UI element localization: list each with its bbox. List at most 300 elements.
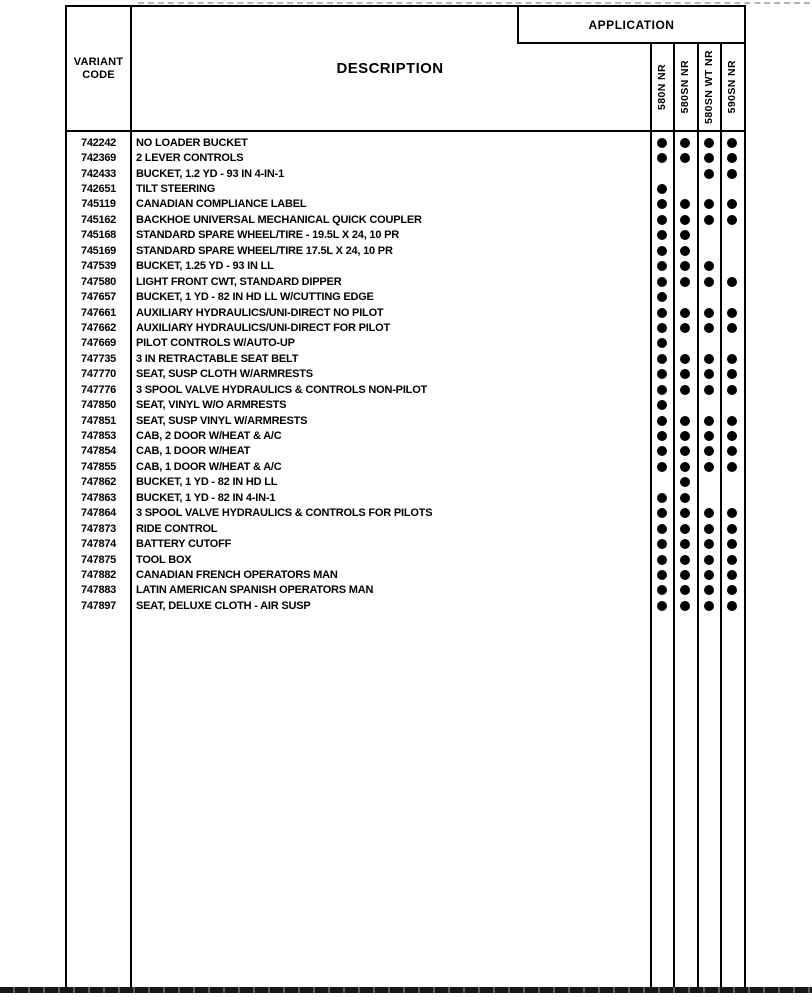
application-mark-cell-580sn-wt-nr	[697, 261, 721, 271]
application-mark-cell-580n-nr	[650, 524, 674, 534]
description-cell: 2 LEVER CONTROLS	[136, 152, 244, 165]
application-mark-cell-580n-nr	[650, 446, 674, 456]
description-cell: BUCKET, 1.2 YD - 93 IN 4-IN-1	[136, 167, 285, 180]
application-mark-cell-580sn-wt-nr	[697, 308, 721, 318]
table-body	[67, 132, 744, 988]
application-mark-cell-580n-nr	[650, 323, 674, 333]
application-mark-cell-580sn-wt-nr	[697, 524, 721, 534]
table-row	[67, 336, 744, 351]
applicability-dot	[657, 199, 667, 209]
applicability-dot	[657, 508, 667, 518]
application-mark-cell-580sn-wt-nr	[697, 184, 721, 194]
applicability-dot	[680, 585, 690, 595]
application-mark-cell-590sn-nr	[721, 400, 745, 410]
application-mark-cell-580sn-wt-nr	[697, 215, 721, 225]
application-mark-cell-590sn-nr	[721, 462, 745, 472]
table-row	[67, 521, 744, 536]
applicability-dot	[704, 524, 714, 534]
application-mark-cell-580sn-wt-nr	[697, 585, 721, 595]
table-row	[67, 305, 744, 320]
variant-code-cell: 747539	[81, 260, 116, 273]
applicability-dot	[727, 585, 737, 595]
variant-code-cell: 747851	[81, 414, 116, 427]
variant-code-cell: 747669	[81, 337, 116, 350]
applicability-dot	[657, 153, 667, 163]
application-mark-cell-580n-nr	[650, 400, 674, 410]
application-mark-cell-590sn-nr	[721, 570, 745, 580]
table-row	[67, 181, 744, 196]
variant-code-cell: 747662	[81, 321, 116, 334]
application-mark-cell-580sn-wt-nr	[697, 277, 721, 287]
variant-code-cell: 747580	[81, 275, 116, 288]
application-mark-cell-580n-nr	[650, 138, 674, 148]
applicability-dot	[680, 539, 690, 549]
application-mark-cell-590sn-nr	[721, 601, 745, 611]
applicability-dot	[727, 555, 737, 565]
applicability-dot	[657, 385, 667, 395]
description-cell: RIDE CONTROL	[136, 522, 218, 535]
applicability-dot	[680, 601, 690, 611]
application-mark-cell-580n-nr	[650, 292, 674, 302]
application-mark-cell-580sn-nr	[674, 277, 698, 287]
application-mark-cell-590sn-nr	[721, 585, 745, 595]
table-row	[67, 367, 744, 382]
applicability-dot	[704, 153, 714, 163]
table-row	[67, 506, 744, 521]
variant-code-cell: 747862	[81, 476, 116, 489]
applicability-dot	[727, 153, 737, 163]
application-mark-cell-590sn-nr	[721, 539, 745, 549]
application-mark-cell-580sn-wt-nr	[697, 230, 721, 240]
application-column-label: 590SN NR	[726, 60, 739, 114]
application-mark-cell-580sn-wt-nr	[697, 169, 721, 179]
application-mark-cell-580sn-nr	[674, 138, 698, 148]
applicability-dot	[657, 416, 667, 426]
applicability-dot	[704, 570, 714, 580]
applicability-dot	[657, 493, 667, 503]
application-mark-cell-580n-nr	[650, 338, 674, 348]
application-mark-cell-590sn-nr	[721, 323, 745, 333]
applicability-dot	[704, 277, 714, 287]
description-cell: TILT STEERING	[136, 183, 216, 196]
table-row	[67, 583, 744, 598]
applicability-dot	[727, 215, 737, 225]
table-row	[67, 598, 744, 613]
applicability-dot	[657, 555, 667, 565]
application-mark-cell-580sn-nr	[674, 184, 698, 194]
description-cell: AUXILIARY HYDRAULICS/UNI-DIRECT FOR PILOT	[136, 321, 390, 334]
applicability-dot	[704, 508, 714, 518]
application-mark-cell-580sn-nr	[674, 400, 698, 410]
applicability-dot	[704, 369, 714, 379]
application-mark-cell-590sn-nr	[721, 230, 745, 240]
application-mark-cell-580sn-nr	[674, 246, 698, 256]
applicability-dot	[657, 323, 667, 333]
description-cell: BUCKET, 1 YD - 82 IN HD LL W/CUTTING EDGE	[136, 291, 374, 304]
variant-code-cell: 747853	[81, 430, 116, 443]
applicability-dot	[727, 199, 737, 209]
variant-code-cell: 747875	[81, 553, 116, 566]
description-cell: SEAT, VINYL W/O ARMRESTS	[136, 399, 287, 412]
application-mark-cell-580n-nr	[650, 601, 674, 611]
applicability-dot	[657, 308, 667, 318]
application-mark-cell-580n-nr	[650, 169, 674, 179]
description-cell: CANADIAN COMPLIANCE LABEL	[136, 198, 307, 211]
application-mark-cell-580sn-nr	[674, 292, 698, 302]
applicability-dot	[704, 354, 714, 364]
variant-code-cell: 745169	[81, 244, 116, 257]
application-mark-cell-580sn-nr	[674, 385, 698, 395]
application-header-label: APPLICATION	[588, 17, 675, 32]
application-mark-cell-580n-nr	[650, 277, 674, 287]
scan-artifact-top-line	[138, 2, 810, 4]
application-mark-cell-580n-nr	[650, 493, 674, 503]
table-row	[67, 397, 744, 412]
applicability-dot	[657, 585, 667, 595]
applicability-dot	[727, 277, 737, 287]
application-mark-cell-590sn-nr	[721, 555, 745, 565]
applicability-dot	[657, 400, 667, 410]
application-mark-cell-580sn-nr	[674, 524, 698, 534]
application-mark-cell-590sn-nr	[721, 431, 745, 441]
applicability-dot	[680, 508, 690, 518]
applicability-dot	[727, 446, 737, 456]
applicability-dot	[657, 215, 667, 225]
variant-code-cell: 747657	[81, 291, 116, 304]
applicability-dot	[680, 138, 690, 148]
table-row	[67, 490, 744, 505]
applicability-dot	[704, 308, 714, 318]
applicability-dot	[680, 246, 690, 256]
applicability-dot	[657, 601, 667, 611]
applicability-dot	[680, 462, 690, 472]
description-cell: 3 SPOOL VALVE HYDRAULICS & CONTROLS FOR PILOTS	[136, 507, 433, 520]
applicability-dot	[680, 369, 690, 379]
applicability-dot	[727, 369, 737, 379]
application-mark-cell-590sn-nr	[721, 354, 745, 364]
applicability-dot	[704, 585, 714, 595]
table-row	[67, 475, 744, 490]
application-column-label: 580SN NR	[679, 60, 692, 114]
application-mark-cell-590sn-nr	[721, 369, 745, 379]
application-mark-cell-590sn-nr	[721, 446, 745, 456]
applicability-dot	[727, 308, 737, 318]
applicability-dot	[680, 261, 690, 271]
application-mark-cell-580sn-nr	[674, 446, 698, 456]
applicability-dot	[680, 446, 690, 456]
application-column-header	[650, 44, 674, 130]
table-row	[67, 536, 744, 551]
application-mark-cell-580sn-wt-nr	[697, 570, 721, 580]
application-mark-cell-580sn-wt-nr	[697, 446, 721, 456]
application-mark-cell-580sn-wt-nr	[697, 246, 721, 256]
application-mark-cell-580sn-wt-nr	[697, 369, 721, 379]
applicability-dot	[680, 277, 690, 287]
application-column-label: 580N NR	[655, 64, 668, 110]
variant-code-cell: 747855	[81, 460, 116, 473]
variant-code-cell: 747882	[81, 568, 116, 581]
applicability-dot	[657, 246, 667, 256]
application-mark-cell-580sn-nr	[674, 338, 698, 348]
applicability-dot	[704, 539, 714, 549]
application-mark-cell-580sn-nr	[674, 308, 698, 318]
applicability-dot	[657, 338, 667, 348]
application-mark-cell-580n-nr	[650, 555, 674, 565]
application-mark-cell-590sn-nr	[721, 153, 745, 163]
description-cell: PILOT CONTROLS W/AUTO-UP	[136, 337, 295, 350]
table-row	[67, 274, 744, 289]
application-mark-cell-580n-nr	[650, 215, 674, 225]
table-row	[67, 197, 744, 212]
table-row	[67, 444, 744, 459]
application-mark-cell-580n-nr	[650, 477, 674, 487]
application-mark-cell-580sn-nr	[674, 169, 698, 179]
description-cell: STANDARD SPARE WHEEL/TIRE 17.5L X 24, 10 PR	[136, 244, 393, 257]
applicability-dot	[657, 277, 667, 287]
applicability-dot	[657, 292, 667, 302]
description-cell: BATTERY CUTOFF	[136, 538, 232, 551]
application-mark-cell-580sn-wt-nr	[697, 354, 721, 364]
application-mark-cell-580sn-wt-nr	[697, 400, 721, 410]
variant-code-header-cell	[67, 7, 130, 130]
variant-application-table	[65, 5, 746, 990]
applicability-dot	[704, 601, 714, 611]
applicability-dot	[680, 199, 690, 209]
application-mark-cell-580sn-wt-nr	[697, 477, 721, 487]
application-mark-cell-580sn-nr	[674, 585, 698, 595]
application-mark-cell-580n-nr	[650, 153, 674, 163]
variant-code-cell: 747850	[81, 399, 116, 412]
applicability-dot	[727, 354, 737, 364]
application-mark-cell-580sn-nr	[674, 369, 698, 379]
variant-code-cell: 747661	[81, 306, 116, 319]
application-mark-cell-580sn-wt-nr	[697, 385, 721, 395]
applicability-dot	[657, 138, 667, 148]
application-mark-cell-580sn-nr	[674, 477, 698, 487]
application-mark-cell-580n-nr	[650, 385, 674, 395]
table-row	[67, 259, 744, 274]
application-mark-cell-580sn-wt-nr	[697, 153, 721, 163]
application-mark-cell-590sn-nr	[721, 508, 745, 518]
description-cell: BUCKET, 1.25 YD - 93 IN LL	[136, 260, 274, 273]
application-mark-cell-590sn-nr	[721, 199, 745, 209]
description-cell: SEAT, SUSP CLOTH W/ARMRESTS	[136, 368, 313, 381]
variant-code-cell: 742369	[81, 152, 116, 165]
description-cell: 3 SPOOL VALVE HYDRAULICS & CONTROLS NON-PILOT	[136, 383, 428, 396]
variant-code-cell: 742242	[81, 136, 116, 149]
application-mark-cell-580sn-nr	[674, 508, 698, 518]
application-mark-cell-590sn-nr	[721, 215, 745, 225]
applicability-dot	[704, 138, 714, 148]
application-header-box	[517, 7, 744, 44]
applicability-dot	[727, 524, 737, 534]
applicability-dot	[727, 323, 737, 333]
applicability-dot	[727, 385, 737, 395]
description-cell: NO LOADER BUCKET	[136, 136, 248, 149]
application-mark-cell-580sn-wt-nr	[697, 539, 721, 549]
application-column-header	[697, 44, 721, 130]
application-mark-cell-580sn-wt-nr	[697, 292, 721, 302]
application-mark-cell-580n-nr	[650, 369, 674, 379]
applicability-dot	[727, 431, 737, 441]
table-row	[67, 382, 744, 397]
application-mark-cell-580sn-nr	[674, 354, 698, 364]
applicability-dot	[657, 354, 667, 364]
application-mark-cell-590sn-nr	[721, 493, 745, 503]
application-mark-cell-580n-nr	[650, 416, 674, 426]
applicability-dot	[657, 446, 667, 456]
applicability-dot	[704, 555, 714, 565]
application-mark-cell-590sn-nr	[721, 292, 745, 302]
applicability-dot	[657, 570, 667, 580]
description-cell: TOOL BOX	[136, 553, 192, 566]
table-row	[67, 135, 744, 150]
applicability-dot	[680, 385, 690, 395]
application-mark-cell-580n-nr	[650, 230, 674, 240]
applicability-dot	[657, 369, 667, 379]
variant-code-cell: 745162	[81, 213, 116, 226]
application-mark-cell-590sn-nr	[721, 385, 745, 395]
applicability-dot	[727, 508, 737, 518]
application-mark-cell-580sn-nr	[674, 323, 698, 333]
applicability-dot	[680, 477, 690, 487]
applicability-dot	[704, 431, 714, 441]
application-mark-cell-580sn-wt-nr	[697, 323, 721, 333]
application-mark-cell-580n-nr	[650, 184, 674, 194]
application-mark-cell-590sn-nr	[721, 184, 745, 194]
description-cell: BUCKET, 1 YD - 82 IN 4-IN-1	[136, 491, 276, 504]
application-mark-cell-580sn-nr	[674, 539, 698, 549]
variant-code-cell: 747735	[81, 352, 116, 365]
application-mark-cell-590sn-nr	[721, 524, 745, 534]
application-mark-cell-580n-nr	[650, 508, 674, 518]
applicability-dot	[680, 524, 690, 534]
table-row	[67, 150, 744, 165]
applicability-dot	[680, 431, 690, 441]
application-column-label: 580SN WT NR	[702, 50, 715, 124]
applicability-dot	[657, 524, 667, 534]
application-mark-cell-590sn-nr	[721, 338, 745, 348]
applicability-dot	[704, 215, 714, 225]
applicability-dot	[680, 354, 690, 364]
application-mark-cell-590sn-nr	[721, 416, 745, 426]
table-row	[67, 428, 744, 443]
applicability-dot	[727, 416, 737, 426]
variant-code-cell: 747776	[81, 383, 116, 396]
application-mark-cell-580sn-wt-nr	[697, 508, 721, 518]
applicability-dot	[704, 199, 714, 209]
description-cell: CAB, 1 DOOR W/HEAT	[136, 445, 251, 458]
variant-code-cell: 747873	[81, 522, 116, 535]
table-row	[67, 320, 744, 335]
table-row	[67, 459, 744, 474]
application-mark-cell-580n-nr	[650, 539, 674, 549]
description-cell: BACKHOE UNIVERSAL MECHANICAL QUICK COUPLER	[136, 213, 422, 226]
applicability-dot	[727, 462, 737, 472]
application-mark-cell-580sn-nr	[674, 261, 698, 271]
table-row	[67, 289, 744, 304]
application-mark-cell-590sn-nr	[721, 138, 745, 148]
applicability-dot	[657, 462, 667, 472]
applicability-dot	[727, 138, 737, 148]
applicability-dot	[727, 169, 737, 179]
table-row	[67, 413, 744, 428]
applicability-dot	[657, 539, 667, 549]
application-mark-cell-580sn-nr	[674, 153, 698, 163]
applicability-dot	[657, 431, 667, 441]
application-mark-cell-580sn-nr	[674, 555, 698, 565]
applicability-dot	[657, 230, 667, 240]
applicability-dot	[727, 570, 737, 580]
application-mark-cell-580n-nr	[650, 431, 674, 441]
application-mark-cell-590sn-nr	[721, 277, 745, 287]
application-mark-cell-580n-nr	[650, 246, 674, 256]
description-cell: CAB, 2 DOOR W/HEAT & A/C	[136, 430, 282, 443]
application-column-header	[721, 44, 745, 130]
description-cell: STANDARD SPARE WHEEL/TIRE - 19.5L X 24, 10 PR	[136, 229, 400, 242]
application-mark-cell-580sn-nr	[674, 493, 698, 503]
application-mark-cell-590sn-nr	[721, 477, 745, 487]
application-mark-cell-580sn-nr	[674, 416, 698, 426]
application-mark-cell-590sn-nr	[721, 169, 745, 179]
table-row	[67, 212, 744, 227]
application-mark-cell-580sn-nr	[674, 215, 698, 225]
applicability-dot	[704, 446, 714, 456]
applicability-dot	[657, 184, 667, 194]
application-mark-cell-580n-nr	[650, 199, 674, 209]
application-mark-cell-580sn-nr	[674, 431, 698, 441]
application-mark-cell-590sn-nr	[721, 246, 745, 256]
application-mark-cell-580sn-nr	[674, 230, 698, 240]
application-column-header	[674, 44, 698, 130]
application-mark-cell-580sn-wt-nr	[697, 431, 721, 441]
table-row	[67, 228, 744, 243]
application-mark-cell-580sn-nr	[674, 462, 698, 472]
application-mark-cell-580sn-wt-nr	[697, 462, 721, 472]
applicability-dot	[704, 416, 714, 426]
description-cell: 3 IN RETRACTABLE SEAT BELT	[136, 352, 299, 365]
variant-code-cell: 742433	[81, 167, 116, 180]
application-mark-cell-590sn-nr	[721, 261, 745, 271]
application-mark-cell-580n-nr	[650, 570, 674, 580]
applicability-dot	[680, 416, 690, 426]
applicability-dot	[680, 215, 690, 225]
description-cell: BUCKET, 1 YD - 82 IN HD LL	[136, 476, 278, 489]
variant-code-cell: 747883	[81, 584, 116, 597]
variant-code-cell: 747854	[81, 445, 116, 458]
variant-code-cell: 742651	[81, 183, 116, 196]
application-mark-cell-580sn-wt-nr	[697, 138, 721, 148]
description-cell: SEAT, DELUXE CLOTH - AIR SUSP	[136, 599, 311, 612]
applicability-dot	[704, 261, 714, 271]
applicability-dot	[680, 308, 690, 318]
applicability-dot	[680, 323, 690, 333]
variant-code-cell: 745119	[81, 198, 116, 211]
application-mark-cell-580n-nr	[650, 261, 674, 271]
description-header-label: DESCRIPTION	[336, 60, 444, 77]
variant-code-cell: 747874	[81, 538, 116, 551]
applicability-dot	[680, 555, 690, 565]
application-mark-cell-580sn-wt-nr	[697, 601, 721, 611]
table-row	[67, 351, 744, 366]
variant-code-cell: 745168	[81, 229, 116, 242]
application-mark-cell-580n-nr	[650, 308, 674, 318]
application-mark-cell-580sn-wt-nr	[697, 555, 721, 565]
application-mark-cell-590sn-nr	[721, 308, 745, 318]
table-row	[67, 243, 744, 258]
table-row	[67, 567, 744, 582]
description-cell: CAB, 1 DOOR W/HEAT & A/C	[136, 460, 282, 473]
